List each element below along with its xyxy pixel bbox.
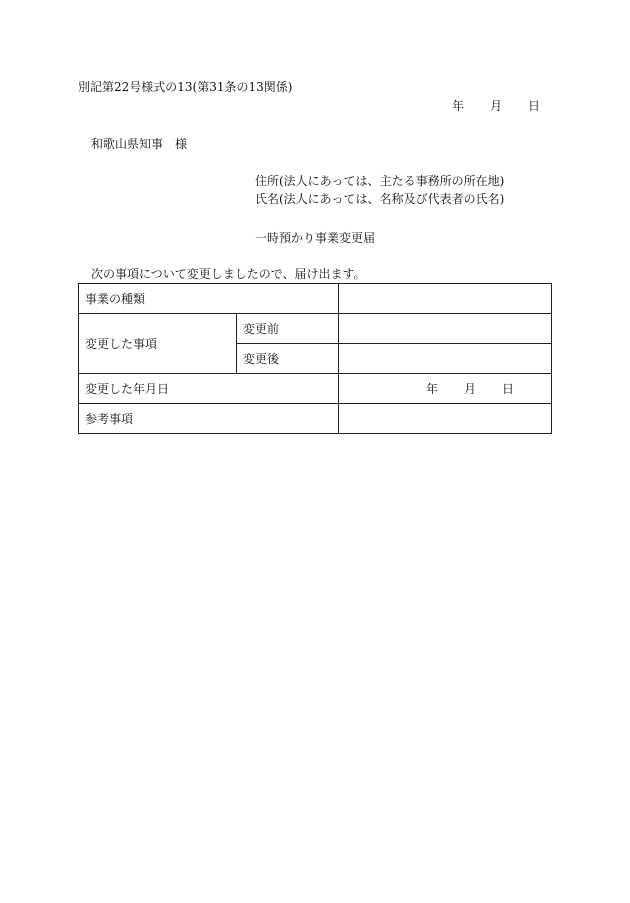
intro-text: 次の事項について変更しましたので、届け出ます。 — [91, 267, 366, 281]
table-row — [79, 314, 552, 344]
before-field[interactable] — [339, 314, 552, 344]
before-label: 変更前 — [237, 314, 339, 344]
document-title: 一時預かり事業変更届 — [255, 231, 376, 245]
form-number: 別記第22号様式の13(第31条の13関係) — [78, 80, 293, 94]
applicant-name-label: 氏名(法人にあっては、名称及び代表者の氏名) — [255, 192, 505, 206]
change-date-day: 日 — [502, 382, 515, 396]
table-row — [79, 404, 552, 434]
remarks-field[interactable] — [339, 404, 552, 434]
changed-item-label: 変更した事項 — [79, 314, 237, 374]
change-form-table — [78, 283, 552, 434]
business-type-label: 事業の種類 — [79, 284, 339, 314]
date-month: 月 — [490, 99, 503, 113]
change-date-field[interactable] — [339, 374, 552, 404]
applicant-address-label: 住所(法人にあっては、主たる事務所の所在地) — [255, 174, 505, 188]
change-date-label: 変更した年月日 — [79, 374, 339, 404]
date-day: 日 — [528, 99, 541, 113]
business-type-field[interactable] — [339, 284, 552, 314]
table-row — [79, 374, 552, 404]
after-label: 変更後 — [237, 344, 339, 374]
after-field[interactable] — [339, 344, 552, 374]
date-year: 年 — [452, 99, 465, 113]
addressee: 和歌山県知事 様 — [91, 137, 188, 151]
change-date-month: 月 — [464, 382, 477, 396]
remarks-label: 参考事項 — [79, 404, 339, 434]
date-line — [452, 99, 540, 113]
table-row — [79, 284, 552, 314]
change-date-year: 年 — [426, 382, 439, 396]
